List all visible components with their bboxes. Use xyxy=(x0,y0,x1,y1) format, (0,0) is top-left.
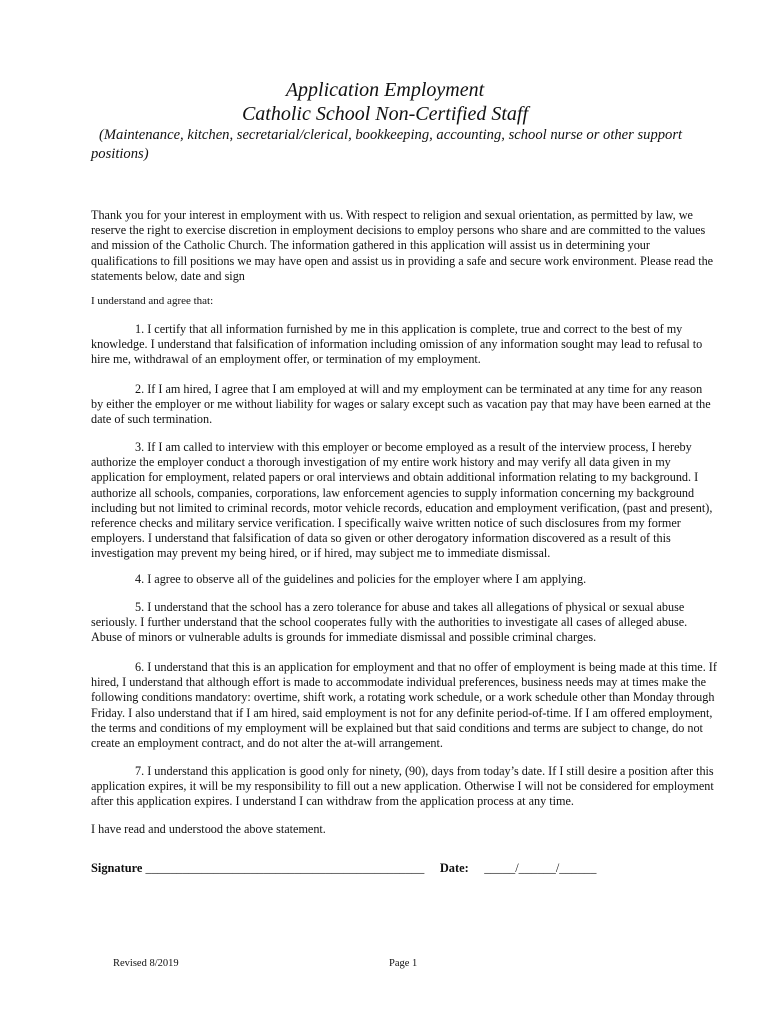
statement-item-3: 3. If I am called to interview with this employer or become employed as a result of the interview process, I hereby authorize the employer conduct a thorough investigation of my entire work history and may verify all data given in my application for employment, related papers or oral interviews and obtain additional information relating to my background. I authorize all schools, companies, corporations, law enforcement agencies to supply information concerning my background including but not limited to criminal records, motor vehicle records, education and employment verification, (past and present), reference checks and military service verification. I specifically waive written notice of such disclosures from my former employers. I understand that falsification of data so given or other derogatory information discovered as a result of this investigation may prevent my being hired, or if hired, may subject me to immediate dismissal. xyxy=(91,440,713,561)
signature-row xyxy=(91,860,717,876)
document-subtitle-title: Catholic School Non-Certified Staff xyxy=(241,103,529,125)
intro-paragraph: Thank you for your interest in employment with us. With respect to religion and sexual orientation, as permitted by law, we reserve the right to exercise discretion in employment decisions to employ persons who share and are committed to the values and mission of the Catholic Church. The information gathered in this application will assist us in determining your qualifications to fill positions we may have open and assist us in providing a safe and secure work environment. Please read the statements below, date and sign xyxy=(91,208,714,283)
positions-note: (Maintenance, kitchen, secretarial/clerical, bookkeeping, accounting, school nurse or other support positions) xyxy=(91,127,683,162)
signature-field[interactable]: _____________________________________________ xyxy=(145,861,425,875)
agree-heading: I understand and agree that: xyxy=(91,295,214,307)
document-title: Application Employment xyxy=(285,79,485,101)
signature-label: Signature xyxy=(91,861,143,875)
statement-item-5: 5. I understand that the school has a zero tolerance for abuse and takes all allegations of physical or sexual abuse seriously. I further understand that the school cooperates fully with the authorities to investigate all cases of alleged abuse. Abuse of minors or vulnerable adults is grounds for immediate dismissal and possible criminal charges. xyxy=(91,600,688,645)
acknowledgement-text: I have read and understood the above statement. xyxy=(91,822,326,836)
date-field[interactable]: _____/______/______ xyxy=(484,861,597,875)
page-number: Page 1 xyxy=(389,958,418,969)
statement-item-4: 4. I agree to observe all of the guidelines and policies for the employer where I am applying. xyxy=(135,572,587,586)
statement-item-6: 6. I understand that this is an application for employment and that no offer of employment is being made at this time. If hired, I understand that although effort is made to accommodate individual preferences, business needs may at times make the following conditions mandatory: overtime, shift work, a rotating work schedule, or a work schedule other than Monday through Friday. I also understand that if I am hired, said employment is not for any definite period-of-time. If I am offered employment, the terms and conditions of my employment will be explained but that said conditions and terms are subject to change, do not create an employment contract, and do not alter the at-will arrangement. xyxy=(91,660,717,751)
revision-note: Revised 8/2019 xyxy=(113,958,179,969)
statement-item-1: 1. I certify that all information furnished by me in this application is complete, true and correct to the best of my knowledge. I understand that falsification of information including omission of any information sought may lead to refusal to hire me, withdrawal of an employment offer, or termination of my employment. xyxy=(91,322,703,367)
statement-item-7: 7. I understand this application is good only for ninety, (90), days from today’s date. If I still desire a position after this application expires, it will be my responsibility to fill out a new application. Otherwise I will not be considered for employment after this application expires. I understand I can withdraw from the application process at any time. xyxy=(91,764,714,809)
statement-item-2: 2. If I am hired, I agree that I am employed at will and my employment can be terminated at any time for any reason by either the employer or me without liability for wages or salary except such as vacation pay that may have been earned at the date of such termination. xyxy=(91,382,711,427)
date-label: Date: xyxy=(439,861,469,875)
